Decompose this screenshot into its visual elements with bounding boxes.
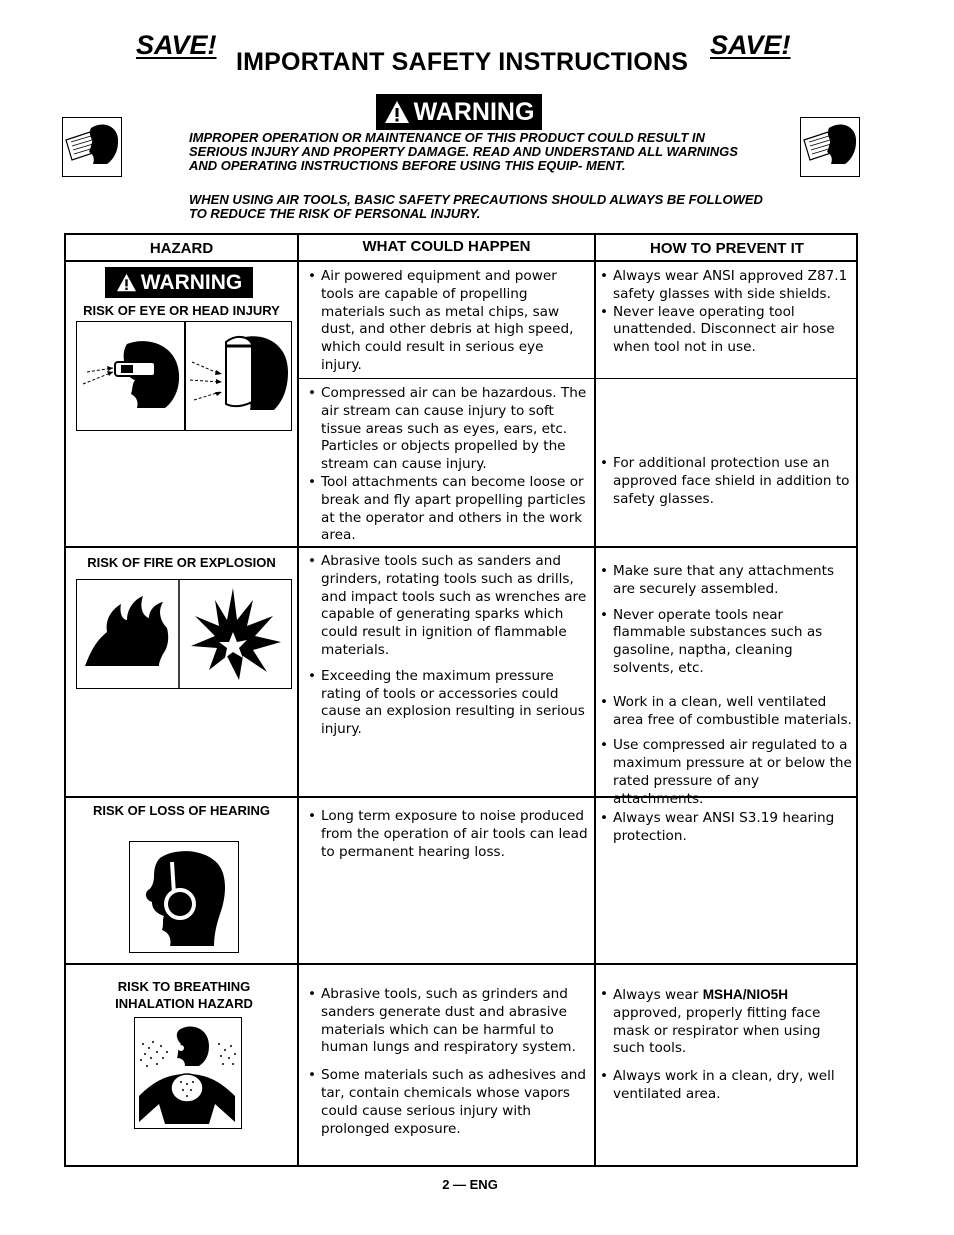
list-item: • Make sure that any attachments are securely assembled. [598, 563, 852, 599]
row1-prevent-b [598, 455, 852, 508]
respirator-standard: MSHA/NIO5H [702, 987, 789, 1002]
list-item: • Some materials such as adhesives and tar, contain chemicals whose vapors could cause serious injury with prolonged exposure. [306, 1067, 590, 1138]
hazard-breathing-line1: RISK TO BREATHING [117, 979, 251, 994]
respiratory-hazard-icon [134, 1017, 242, 1129]
row4-what [306, 986, 590, 1138]
subrow-divider [298, 378, 858, 379]
list-item: • Compressed air can be hazardous. The air stream can cause injury to soft tissue areas such as eyes, ears, etc. Particles or objects propelled by the stream can cause injury. [306, 385, 588, 474]
row1-what-b [306, 385, 588, 545]
list-item: • Always work in a clean, dry, well ventilated area. [598, 1068, 852, 1104]
hazard-breathing-line2: INHALATION HAZARD [115, 996, 253, 1011]
list-item: • Air powered equipment and power tools are capable of propelling materials such as metal chips, saw dust, and other debris at high speed, which could result in serious eye injury. [306, 268, 588, 375]
fire-explosion-pictogram [76, 579, 292, 689]
header-hazard: HAZARD [149, 240, 214, 257]
warning-triangle-icon [384, 100, 410, 124]
warning-triangle-icon [116, 273, 137, 292]
hearing-protection-icon [129, 841, 239, 953]
column-divider [297, 233, 299, 1167]
read-manual-icon [62, 117, 122, 177]
list-item: • Tool attachments can become loose or break and fly apart propelling particles at the operator and others in the work area. [306, 474, 588, 545]
explosion-icon [191, 588, 281, 680]
list-item: • For additional protection use an approved face shield in addition to safety glasses. [598, 455, 852, 508]
row-warning-banner [105, 267, 253, 298]
list-item [598, 986, 852, 1058]
row1-what-a [306, 268, 588, 375]
read-manual-icon [800, 117, 860, 177]
warning-banner [376, 94, 542, 130]
hazard-loss-of-hearing: RISK OF LOSS OF HEARING [93, 803, 270, 818]
list-item: • Never operate tools near flammable substances such as gasoline, naptha, cleaning solvents, etc. [598, 607, 852, 678]
row-divider [64, 963, 858, 965]
column-divider [594, 233, 596, 1167]
row2-what [306, 553, 590, 739]
list-item: • Use compressed air regulated to a maximum pressure at or below the rated pressure of any attachments. [598, 737, 852, 808]
respirator-text-prefix: Always wear [613, 987, 703, 1003]
page-number: 2 — ENG [442, 1177, 498, 1192]
row-divider [64, 546, 858, 548]
row3-what [306, 808, 590, 861]
save-left-heading: SAVE! [136, 30, 217, 60]
face-shield-icon [185, 321, 292, 431]
warning-banner-label: WARNING [413, 97, 535, 126]
row3-prevent [598, 810, 852, 846]
safety-glasses-icon [76, 321, 185, 431]
flame-icon [85, 596, 168, 666]
list-item: • Work in a clean, well ventilated area free of combustible materials. [598, 694, 852, 730]
list-item: • Never leave operating tool unattended. Disconnect air hose when tool not in use. [598, 304, 852, 357]
list-item: • Abrasive tools, such as grinders and sanders generate dust and abrasive materials which can be harmful to human lungs and respiratory system. [306, 986, 590, 1057]
row-warning-label: WARNING [140, 270, 243, 294]
header-divider [64, 260, 858, 262]
list-item: • Long term exposure to noise produced from the operation of air tools can lead to permanent hearing loss. [306, 808, 590, 861]
row2-prevent [598, 563, 852, 809]
row1-prevent-a [598, 268, 852, 357]
header-what-could-happen: WHAT COULD HAPPEN [362, 238, 531, 255]
list-item: • Exceeding the maximum pressure rating of tools or accessories could cause an explosion resulting in serious injury. [306, 668, 590, 739]
hazard-eye-head: RISK OF EYE OR HEAD INJURY [83, 303, 280, 318]
intro-precaution-text: WHEN USING AIR TOOLS, BASIC SAFETY PRECAUTIONS SHOULD ALWAYS BE FOLLOWED TO REDUCE THE RISK OF PERSONAL INJURY. [189, 192, 763, 221]
list-item: • Always wear ANSI approved Z87.1 safety glasses with side shields. [598, 268, 852, 304]
list-item: • Always wear ANSI S3.19 hearing protection. [598, 810, 852, 846]
save-right-heading: SAVE! [710, 30, 791, 60]
respirator-text-suffix: approved, properly fitting face mask or respirator when using such tools. [613, 1004, 821, 1057]
list-item: • Abrasive tools such as sanders and grinders, rotating tools such as drills, and impact tools such as wrenches are capable of generating sparks which could result in ignition of flammable materials. [306, 553, 590, 660]
hazard-breathing [66, 978, 302, 1012]
header-how-to-prevent: HOW TO PREVENT IT [650, 240, 804, 257]
row4-prevent [598, 986, 852, 1104]
intro-warning-text: IMPROPER OPERATION OR MAINTENANCE OF THIS PRODUCT COULD RESULT IN SERIOUS INJURY AND PROPERTY DAMAGE. READ AND UNDERSTAND ALL WARNINGS AND OPERATING INSTRUCTIONS BEFORE USING THIS EQUIP- MENT. [189, 130, 738, 173]
page-title: IMPORTANT SAFETY INSTRUCTIONS [236, 48, 689, 76]
hazard-fire-explosion: RISK OF FIRE OR EXPLOSION [87, 555, 276, 570]
